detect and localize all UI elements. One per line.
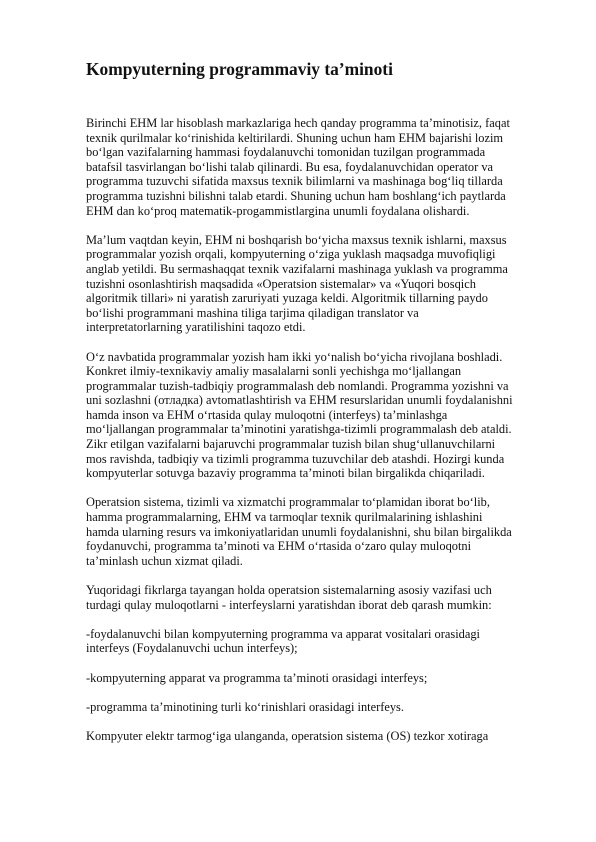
paragraph-line: tuzishni osonlashtirish maqsadida «Operatsion sistemalar» va «Yuqori bosqich xyxy=(86,276,476,291)
paragraph-line: mo‘ljallangan programmalar ta’minotini yaratishga-tizimli programmalash deb ataldi. xyxy=(86,422,512,437)
paragraph-line: Kompyuter elektr tarmog‘iga ulanganda, operatsion sistema (OS) tezkor xotiraga xyxy=(86,728,489,743)
paragraph-line: algoritmik tillari» ni yaratish zaruriyati yuzaga keldi. Algoritmik tillarning paydo xyxy=(86,291,488,306)
paragraph-line: hamda inson va EHM o‘rtasida qulay muloqotni (interfeys) ta’minlashga xyxy=(86,407,448,422)
paragraph-4 xyxy=(86,495,552,568)
paragraph-2 xyxy=(86,233,552,335)
paragraph-line: kompyuterlar sotuvga bazaviy programma ta’minoti bilan birgalikda chiqariladi. xyxy=(86,466,485,481)
paragraph-line: texnik qurilmalar ko‘rinishida keltirilardi. Shuning uchun ham EHM bajarishi lozim xyxy=(86,130,504,145)
paragraph-6 xyxy=(86,729,552,744)
paragraph-line: batafsil tasvirlangan bo‘lishi talab qilinardi. Bu esa, foydalanuvchidan operator va xyxy=(86,159,494,174)
paragraph-line: Yuqoridagi fikrlarga tayangan holda operatsion sistemalarning asosiy vazifasi uch xyxy=(86,583,492,597)
paragraph-line: interpretatorlarning yaratilishini taqozo etdi. xyxy=(86,320,306,335)
paragraph-line: Operatsion sistema, tizimli va xizmatchi programmalar to‘plamidan iborat bo‘lib, xyxy=(86,495,490,510)
paragraph-line: anglab yetildi. Bu sermashaqqat texnik vazifalarni mashinaga yuklash va programma xyxy=(86,261,508,276)
paragraph-line: Konkret ilmiy-texnikaviy amaliy masalalarni sonli yechishga mo‘ljallangan xyxy=(86,364,462,379)
paragraph-3 xyxy=(86,350,552,481)
paragraph-line: -kompyuterning apparat va programma ta’minoti orasidagi interfeys; xyxy=(86,670,428,685)
paragraph-line: ta’minlash uchun xizmat qiladi. xyxy=(86,553,243,568)
paragraph-line: O‘z navbatida programmalar yozish ham ikki yo‘nalish bo‘yicha rivojlana boshladi. xyxy=(86,349,503,364)
paragraph-line: programma tuzuvchi sifatida maxsus texnik bilimlarni va mashinaga bog‘liq tillarda xyxy=(86,174,503,189)
paragraph-line: bo‘lgan vazifalarning hammasi foydalanuvchi tomonidan tuzilgan programmada xyxy=(86,145,486,160)
paragraph-line: hamda ularning resurs va imkoniyatlaridan unumli foydalanishni, shu bilan birgalikda xyxy=(86,524,512,539)
document-page xyxy=(86,58,552,758)
paragraph-line: programmalar yozish orqali, kompyuterning o‘ziga yuklash maqsadga muvofiqligi xyxy=(86,247,496,262)
document-title: Kompyuterning programmaviy ta’minoti xyxy=(86,59,393,79)
list-item-hardware-software-interface xyxy=(86,671,552,686)
paragraph-line: -programma ta’minotining turli ko‘rinishlari orasidagi interfeys. xyxy=(86,699,404,714)
paragraph-line: turdagi qulay muloqotlarni - interfeyslarni yaratishdan iborat deb qarash mumkin: xyxy=(86,597,492,612)
paragraph-line: Birinchi EHM lar hisoblash markazlariga hech qanday programma ta’minotisiz, faqat xyxy=(86,116,510,130)
paragraph-5 xyxy=(86,583,552,612)
paragraph-line: foydanuvchi, programma ta’minoti va EHM o‘rtasida o‘zaro qulay muloqotni xyxy=(86,539,472,554)
paragraph-line: bo‘lishi programmani mashina tiliga tarjima qiladigan translator va xyxy=(86,305,419,320)
paragraph-line: Zikr etilgan vazifalarni bajaruvchi programmalar tuzish bilan shug‘ullanuvchilarni xyxy=(86,437,496,452)
paragraph-line: -foydalanuvchi bilan kompyuterning programma va apparat vositalari orasidagi xyxy=(86,626,480,641)
paragraph-line: mos ravishda, tadbiqiy va tizimli programma tuzuvchilar deb atashdi. Hozirgi kunda xyxy=(86,451,505,466)
paragraph-1 xyxy=(86,116,552,218)
list-item-software-interface xyxy=(86,700,552,715)
paragraph-line: programmalar tuzish-tadbiqiy programmalash deb nomlandi. Programma yozishni va xyxy=(86,378,509,393)
paragraph-line: interfeys (Foydalanuvchi uchun interfeys); xyxy=(86,641,298,656)
paragraph-line: Ma’lum vaqtdan keyin, EHM ni boshqarish bo‘yicha maxsus texnik ishlarni, maxsus xyxy=(86,232,507,247)
list-item-user-interface xyxy=(86,627,552,656)
paragraph-line: hamma programmalarning, EHM va tarmoqlar texnik qurilmalarining ishlashini xyxy=(86,510,483,525)
paragraph-line: uni sozlashni (отладка) avtomatlashtirish va EHM resurslaridan unumli foydalanishni xyxy=(86,393,513,408)
paragraph-line: EHM dan ko‘proq matematik-progammistlargina unumli foydalana olishardi. xyxy=(86,203,470,218)
paragraph-line: programma tuzishni bilishni talab etardi. Shuning uchun ham boshlang‘ich paytlarda xyxy=(86,188,506,203)
